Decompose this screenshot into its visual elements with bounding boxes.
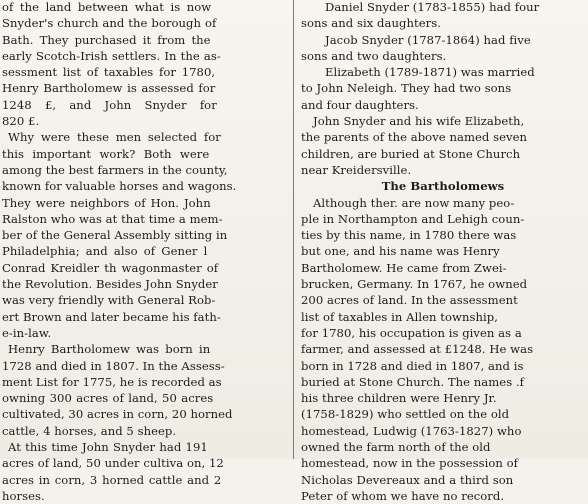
right-line-13: ple in Northampton and Lehigh coun- — [301, 211, 525, 226]
left-line-12: known for valuable horses and wagons. — [2, 179, 237, 194]
left-line-26: cultivated, 30 acres in corn, 20 horned — [2, 407, 233, 422]
left-line-31: horses. — [2, 488, 45, 503]
right-line-18: 200 acres of land. In the assessment — [301, 293, 518, 308]
left-line-7: 1248 £, and John Snyder for — [2, 97, 217, 112]
right-line-11: near Kreidersville. — [301, 162, 412, 177]
left-line-13: They were neighbors of Hon. John — [2, 195, 211, 210]
right-line-14: ties by this name, in 1780 there was — [301, 228, 517, 243]
left-line-16: Philadelphia; and also of Gener l — [2, 244, 208, 259]
right-line-6: to John Neleigh. They had two sons — [301, 81, 512, 96]
left-line-21: e-in-law. — [2, 325, 52, 340]
right-line-23: buried at Stone Church. The names .f — [301, 374, 525, 389]
right-line-16: Bartholomew. He came from Zwei- — [301, 260, 507, 275]
left-line-1: of the land between what is now — [2, 0, 212, 14]
right-line-24: his three children were Henry Jr. — [301, 391, 497, 406]
left-line-17: Conrad Kreidler th wagonmaster of — [2, 260, 219, 275]
right-line-15: but one, and his name was Henry — [301, 244, 500, 259]
right-line-12: Although ther. are now many peo- — [313, 195, 515, 210]
left-line-25: owning 300 acres of land, 50 acres — [2, 391, 214, 406]
right-line-5: Elizabeth (1789-1871) was married — [325, 65, 535, 80]
right-column — [301, 0, 585, 504]
right-line-26: homestead, Ludwig (1763-1827) who — [301, 423, 522, 438]
right-line-7: and four daughters. — [301, 97, 419, 112]
left-line-22: Henry Bartholomew was born in — [8, 342, 211, 357]
left-line-3: Bath. They purchased it from the — [2, 32, 211, 47]
left-line-19: was very friendly with General Rob- — [2, 293, 216, 308]
right-line-8: John Snyder and his wife Elizabeth, — [313, 114, 525, 129]
right-line-1: Daniel Snyder (1783-1855) had four — [325, 0, 540, 14]
left-line-23: 1728 and died in 1807. In the Assess- — [2, 358, 225, 373]
left-line-30: acres in corn, 3 horned cattle and 2 — [2, 472, 222, 487]
right-line-28: homestead, now in the possession of — [301, 456, 518, 471]
right-line-4: sons and two daughters. — [301, 48, 447, 63]
right-line-3: Jacob Snyder (1787-1864) had five — [325, 32, 531, 47]
left-line-11: among the best farmers in the county, — [2, 162, 228, 177]
left-line-8: 820 £. — [2, 114, 40, 129]
left-line-6: Henry Bartholomew is assessed for — [2, 81, 216, 96]
right-line-10: children, are buried at Stone Church — [301, 146, 521, 161]
right-line-27: owned the farm north of the old — [301, 440, 491, 455]
right-line-21: farmer, and assessed at £1248. He was — [301, 342, 534, 357]
left-line-5: sessment list of taxables for 1780, — [2, 65, 216, 80]
right-line-9: the parents of the above named seven — [301, 130, 528, 145]
right-line-19: list of taxables in Allen township, — [301, 309, 498, 324]
column-divider — [293, 0, 294, 459]
section-heading: The Bartholomews — [381, 179, 505, 194]
right-line-2: sons and six daughters. — [301, 16, 441, 31]
left-line-9: Why were these men selected for — [8, 130, 221, 145]
left-line-14: Ralston who was at that time a mem- — [2, 211, 223, 226]
left-line-15: ber of the General Assembly sitting in — [2, 228, 228, 243]
right-line-25: (1758-1829) who settled on the old — [301, 407, 510, 422]
left-column — [2, 0, 286, 504]
left-line-29: acres of land, 50 under cultiva on, 12 — [2, 456, 224, 471]
right-line-30: Peter of whom we have no record. — [301, 488, 505, 503]
left-line-24: ment List for 1775, he is recorded as — [2, 374, 222, 389]
left-line-28: At this time John Snyder had 191 — [8, 440, 208, 455]
left-line-4: early Scotch-Irish settlers. In the as- — [2, 48, 221, 63]
left-line-10: this important work? Both were — [2, 146, 210, 161]
right-line-17: brucken, Germany. In 1767, he owned — [301, 277, 528, 292]
left-line-20: ert Brown and later became his fath- — [2, 309, 221, 324]
right-line-22: born in 1728 and died in 1807, and is — [301, 358, 524, 373]
left-line-27: cattle, 4 horses, and 5 sheep. — [2, 423, 177, 438]
right-line-20: for 1780, his occupation is given as a — [301, 325, 522, 340]
right-line-29: Nicholas Devereaux and a third son — [301, 472, 514, 487]
left-line-18: the Revolution. Besides John Snyder — [2, 277, 218, 292]
left-line-2: Snyder's church and the borough of — [2, 16, 217, 31]
